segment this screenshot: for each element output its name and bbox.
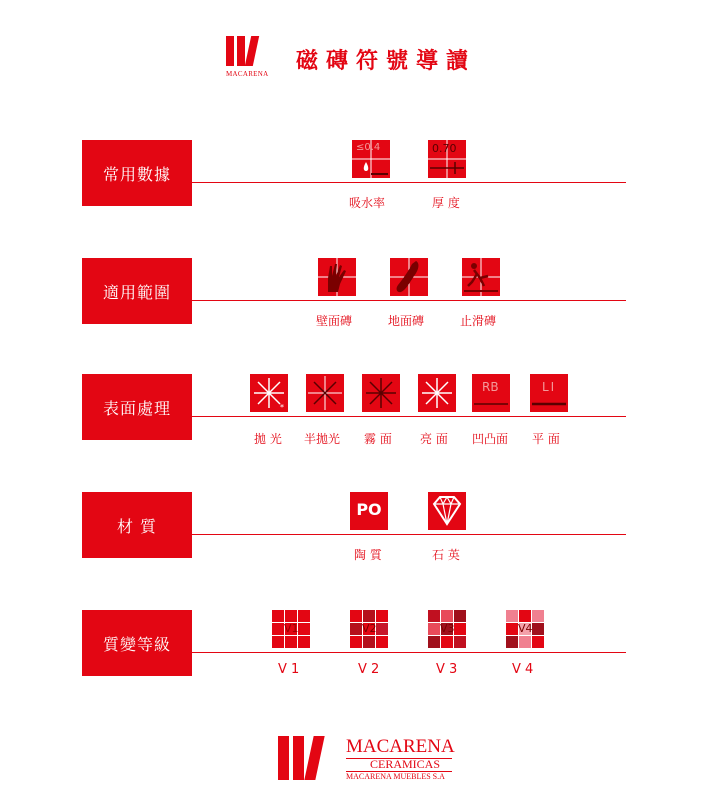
section-label: 適用範圍 — [82, 258, 192, 324]
caption-glossy: 亮 面 — [420, 432, 448, 446]
relief-icon — [472, 374, 510, 412]
anti-slip-icon — [462, 258, 500, 296]
footer-brand: MACARENA — [346, 736, 455, 757]
icon-text: V3 — [440, 622, 455, 635]
caption-v4: V 4 — [512, 662, 534, 677]
caption-flat: 平 面 — [532, 432, 560, 446]
icon-text: PO — [356, 500, 382, 519]
caption-wall-tile: 壁面磚 — [316, 314, 353, 328]
flat-icon — [530, 374, 568, 412]
glossy-icon — [418, 374, 456, 412]
logo-brand-text: MACARENA — [226, 70, 269, 78]
caption-semi-polished: 半拋光 — [304, 432, 341, 446]
page-header — [226, 36, 526, 80]
icon-text: V1 — [284, 622, 299, 635]
section-divider — [192, 300, 626, 301]
icon-text: LI — [542, 380, 557, 394]
caption-matte: 霧 面 — [364, 432, 392, 446]
wall-tile-hand-icon — [318, 258, 356, 296]
section-label: 材 質 — [82, 492, 192, 558]
caption-floor-tile: 地面磚 — [388, 314, 425, 328]
section-divider — [192, 652, 626, 653]
caption-thickness: 厚 度 — [432, 196, 460, 210]
matte-icon — [362, 374, 400, 412]
variation-v4-icon — [506, 610, 544, 648]
variation-v3-icon — [428, 610, 466, 648]
section-divider — [192, 534, 626, 535]
water-absorption-icon — [352, 140, 390, 178]
caption-porcelain: 陶 質 — [354, 548, 382, 562]
footer-company: MACARENA MUEBLES S.A — [346, 772, 445, 781]
caption-anti-slip: 止滑磚 — [460, 314, 497, 328]
caption-v2: V 2 — [358, 662, 380, 677]
floor-tile-foot-icon — [390, 258, 428, 296]
section-label: 質變等級 — [82, 610, 192, 676]
quartz-diamond-icon — [428, 492, 466, 530]
variation-v2-icon — [350, 610, 388, 648]
section-surface — [82, 374, 642, 444]
section-label: 表面處理 — [82, 374, 192, 440]
icon-text: 0.70 — [432, 142, 457, 155]
semi-polished-icon — [306, 374, 344, 412]
section-label: 常用數據 — [82, 140, 192, 206]
section-variation — [82, 610, 642, 680]
icon-text: RB — [482, 380, 499, 394]
caption-polished: 拋 光 — [254, 432, 282, 446]
caption-relief: 凹凸面 — [472, 432, 509, 446]
caption-quartz: 石 英 — [432, 548, 460, 562]
footer-logo — [278, 736, 478, 786]
section-divider — [192, 182, 626, 183]
variation-v1-icon — [272, 610, 310, 648]
caption-v3: V 3 — [436, 662, 458, 677]
section-material — [82, 492, 642, 562]
svg-text:*: * — [280, 403, 284, 412]
footer-subtitle: CERAMICAS — [370, 757, 441, 771]
caption-water-absorption: 吸水率 — [349, 196, 386, 210]
porcelain-icon — [350, 492, 388, 530]
icon-text: V4 — [518, 622, 533, 635]
macarena-logo-icon — [278, 736, 334, 780]
caption-v1: V 1 — [278, 662, 300, 677]
icon-text: ≤0.4 — [356, 142, 381, 153]
icon-text: V2 — [362, 622, 377, 635]
section-common-data — [82, 140, 642, 210]
thickness-icon — [428, 140, 466, 178]
page-title: 磁磚符號導讀 — [296, 49, 477, 74]
section-divider — [192, 416, 626, 417]
polished-icon — [250, 374, 288, 412]
macarena-logo-icon — [226, 36, 270, 66]
section-application — [82, 258, 642, 328]
